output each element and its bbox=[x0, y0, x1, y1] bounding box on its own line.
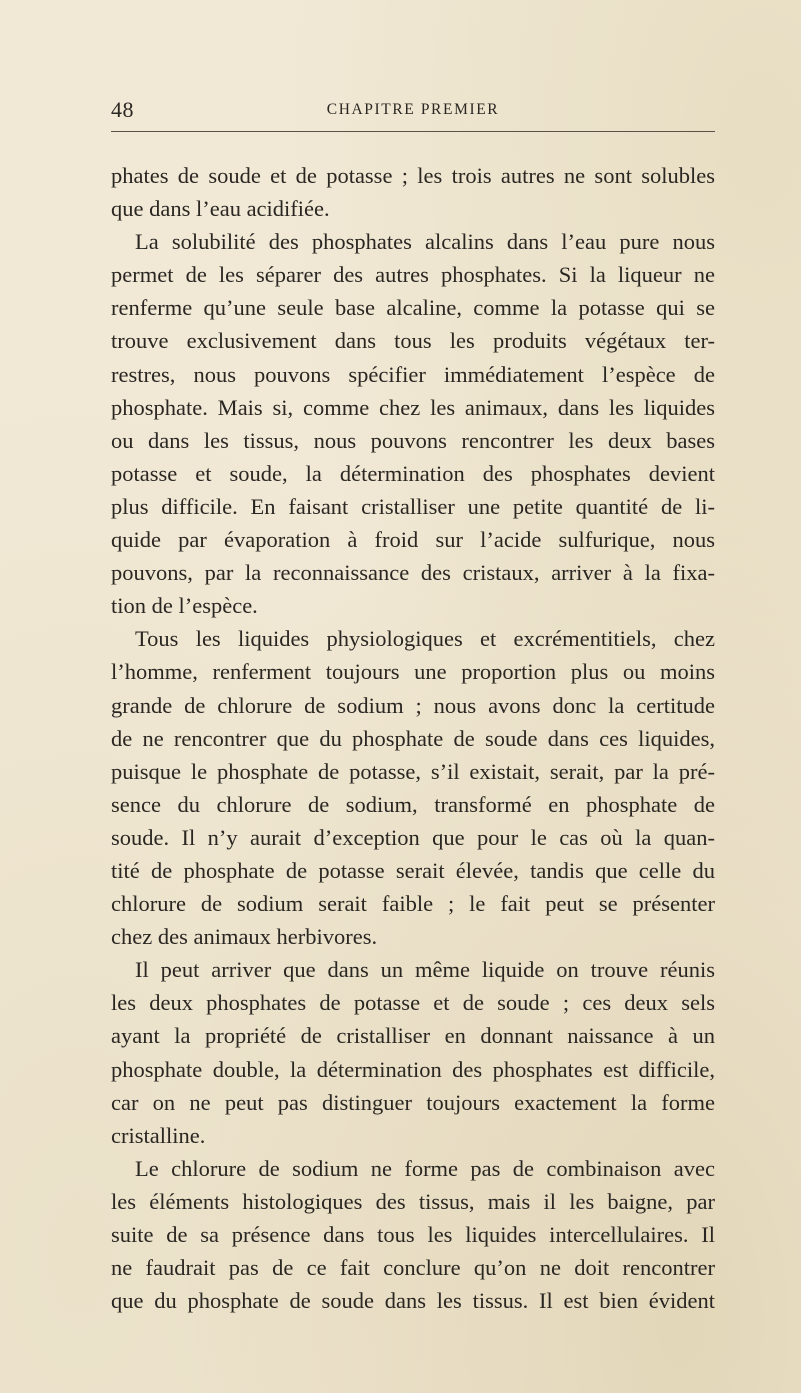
text-line: chlorure de sodium serait faible ; le fait peut se présenter bbox=[111, 891, 715, 917]
text-line: l’homme, renferment toujours une proportion plus ou moins bbox=[111, 659, 715, 685]
text-line: grande de chlorure de sodium ; nous avons donc la certitude bbox=[111, 692, 715, 718]
text-line: de ne rencontrer que du phosphate de soude dans ces liquides, bbox=[111, 725, 715, 751]
text-line: puisque le phosphate de potasse, s’il existait, serait, par la pré- bbox=[111, 758, 715, 784]
text-line: phosphate. Mais si, comme chez les animaux, dans les liquides bbox=[111, 394, 715, 420]
text-line: plus difficile. En faisant cristalliser une petite quantité de li- bbox=[111, 493, 715, 519]
paragraph bbox=[111, 1152, 715, 1317]
text-line: phosphate double, la détermination des phosphates est difficile, bbox=[111, 1056, 715, 1082]
text-line: potasse et soude, la détermination des phosphates devient bbox=[111, 460, 715, 486]
text-line: quide par évaporation à froid sur l’acide sulfurique, nous bbox=[111, 527, 715, 553]
text-line: car on ne peut pas distinguer toujours exactement la forme bbox=[111, 1089, 715, 1115]
text-line: cristalline. bbox=[111, 1122, 206, 1148]
text-line: ou dans les tissus, nous pouvons rencontrer les deux bases bbox=[111, 427, 715, 453]
text-line: sence du chlorure de sodium, transformé en phosphate de bbox=[111, 791, 715, 817]
paragraph bbox=[111, 159, 715, 225]
text-line: La solubilité des phosphates alcalins dans l’eau pure nous bbox=[135, 229, 715, 255]
text-line: trouve exclusivement dans tous les produits végétaux ter- bbox=[111, 328, 715, 354]
paragraph bbox=[111, 953, 715, 1152]
text-line: tion de l’espèce. bbox=[111, 593, 258, 619]
paragraph bbox=[111, 225, 715, 622]
text-line: restres, nous pouvons spécifier immédiatement l’espèce de bbox=[111, 361, 715, 387]
text-line: ne faudrait pas de ce fait conclure qu’on ne doit rencontrer bbox=[111, 1255, 715, 1281]
text-line: Le chlorure de sodium ne forme pas de combinaison avec bbox=[135, 1155, 715, 1181]
text-line: suite de sa présence dans tous les liquides intercellulaires. Il bbox=[111, 1222, 715, 1247]
text-line: chez des animaux herbivores. bbox=[111, 924, 378, 950]
body-text bbox=[111, 159, 715, 1317]
text-line: soude. Il n’y aurait d’exception que pour le cas où la quan- bbox=[111, 824, 715, 850]
text-line: Tous les liquides physiologiques et excrémentitiels, chez bbox=[135, 626, 715, 652]
text-line: tité de phosphate de potasse serait élevée, tandis que celle du bbox=[111, 857, 715, 883]
running-head bbox=[111, 96, 715, 140]
text-line: que dans l’eau acidifiée. bbox=[111, 196, 330, 222]
text-line: ayant la propriété de cristalliser en donnant naissance à un bbox=[111, 1023, 715, 1049]
text-line: que du phosphate de soude dans les tissus. Il est bien évident bbox=[111, 1288, 715, 1314]
text-line: Il peut arriver que dans un même liquide on trouve réunis bbox=[135, 957, 715, 983]
text-line: phates de soude et de potasse ; les trois autres ne sont solubles bbox=[111, 163, 715, 188]
text-line: les éléments histologiques des tissus, mais il les baigne, par bbox=[111, 1188, 715, 1214]
page-number: 48 bbox=[111, 97, 134, 122]
header-rule bbox=[111, 131, 715, 132]
chapter-title: CHAPITRE PREMIER bbox=[326, 101, 500, 118]
text-line: pouvons, par la reconnaissance des cristaux, arriver à la fixa- bbox=[111, 560, 715, 586]
paragraph bbox=[111, 622, 715, 953]
text-line: renferme qu’une seule base alcaline, comme la potasse qui se bbox=[111, 295, 715, 321]
text-line: permet de les séparer des autres phosphates. Si la liqueur ne bbox=[111, 262, 715, 288]
text-line: les deux phosphates de potasse et de soude ; ces deux sels bbox=[111, 990, 715, 1016]
